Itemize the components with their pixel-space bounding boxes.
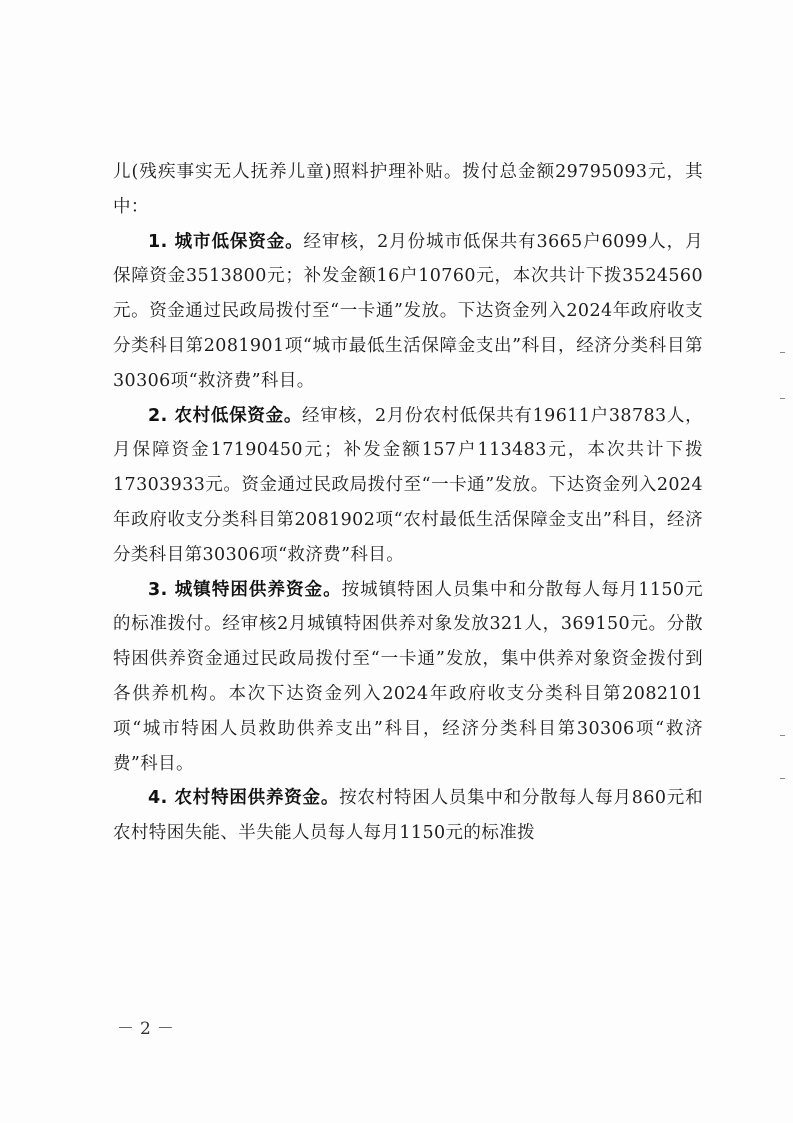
section-1-body: 经审核，2月份城市低保共有3665户6099人，月保障资金3513800元；补发金额16户10760元，本次共计下拨3524560元。资金通过民政局拨付至“一卡通”发放。下达资金列入2024年政府收支分类科目第2081901项“城市最低生活保障金支出”科目，经济分类科目第30306项“救济费”科目。 bbox=[113, 231, 703, 391]
intro-paragraph bbox=[113, 155, 703, 225]
section-2-heading: 2. 农村低保资金。 bbox=[148, 405, 303, 426]
section-3-body: 按城镇特困人员集中和分散每人每月1150元的标准拨付。经审核2月城镇特困供养对象发放321人，369150元。分散特困供养资金通过民政局拨付至“一卡通”发放，集中供养对象资金拨付到各供养机构。本次下达资金列入2024年政府收支分类科目第2082101项“城市特困人员救助供养支出”科目，经济分类科目第30306项“救济费”科目。 bbox=[113, 579, 703, 774]
section-4-paragraph bbox=[113, 781, 703, 851]
margin-mark bbox=[780, 398, 785, 399]
section-3-paragraph bbox=[113, 573, 703, 782]
margin-mark bbox=[780, 352, 785, 353]
intro-text: 儿(残疾事实无人抚养儿童)照料护理补贴。拨付总金额29795093元，其中： bbox=[113, 162, 703, 217]
section-3-heading: 3. 城镇特困供养资金。 bbox=[148, 579, 342, 600]
section-2-body: 经审核，2月份农村低保共有19611户38783人，月保障资金17190450元；补发金额157户113483元，本次共计下拨17303933元。资金通过民政局拨付至“一卡通”发放。下达资金列入2024年政府收支分类科目第2081902项“农村最低生活保障金支出”科目，经济分类科目第30306项“救济费”科目。 bbox=[113, 405, 703, 565]
margin-mark bbox=[780, 735, 785, 736]
page-number: －2－ bbox=[117, 1019, 180, 1039]
section-4-heading: 4. 农村特困供养资金。 bbox=[148, 788, 340, 809]
section-1-paragraph bbox=[113, 225, 703, 399]
document-body bbox=[113, 155, 703, 851]
section-1-heading: 1. 城市低保资金。 bbox=[148, 231, 304, 252]
section-4-body: 按农村特困人员集中和分散每人每月860元和农村特困失能、半失能人员每人每月1150元的标准拨 bbox=[113, 788, 703, 844]
margin-mark bbox=[780, 778, 785, 779]
section-2-paragraph bbox=[113, 399, 703, 573]
